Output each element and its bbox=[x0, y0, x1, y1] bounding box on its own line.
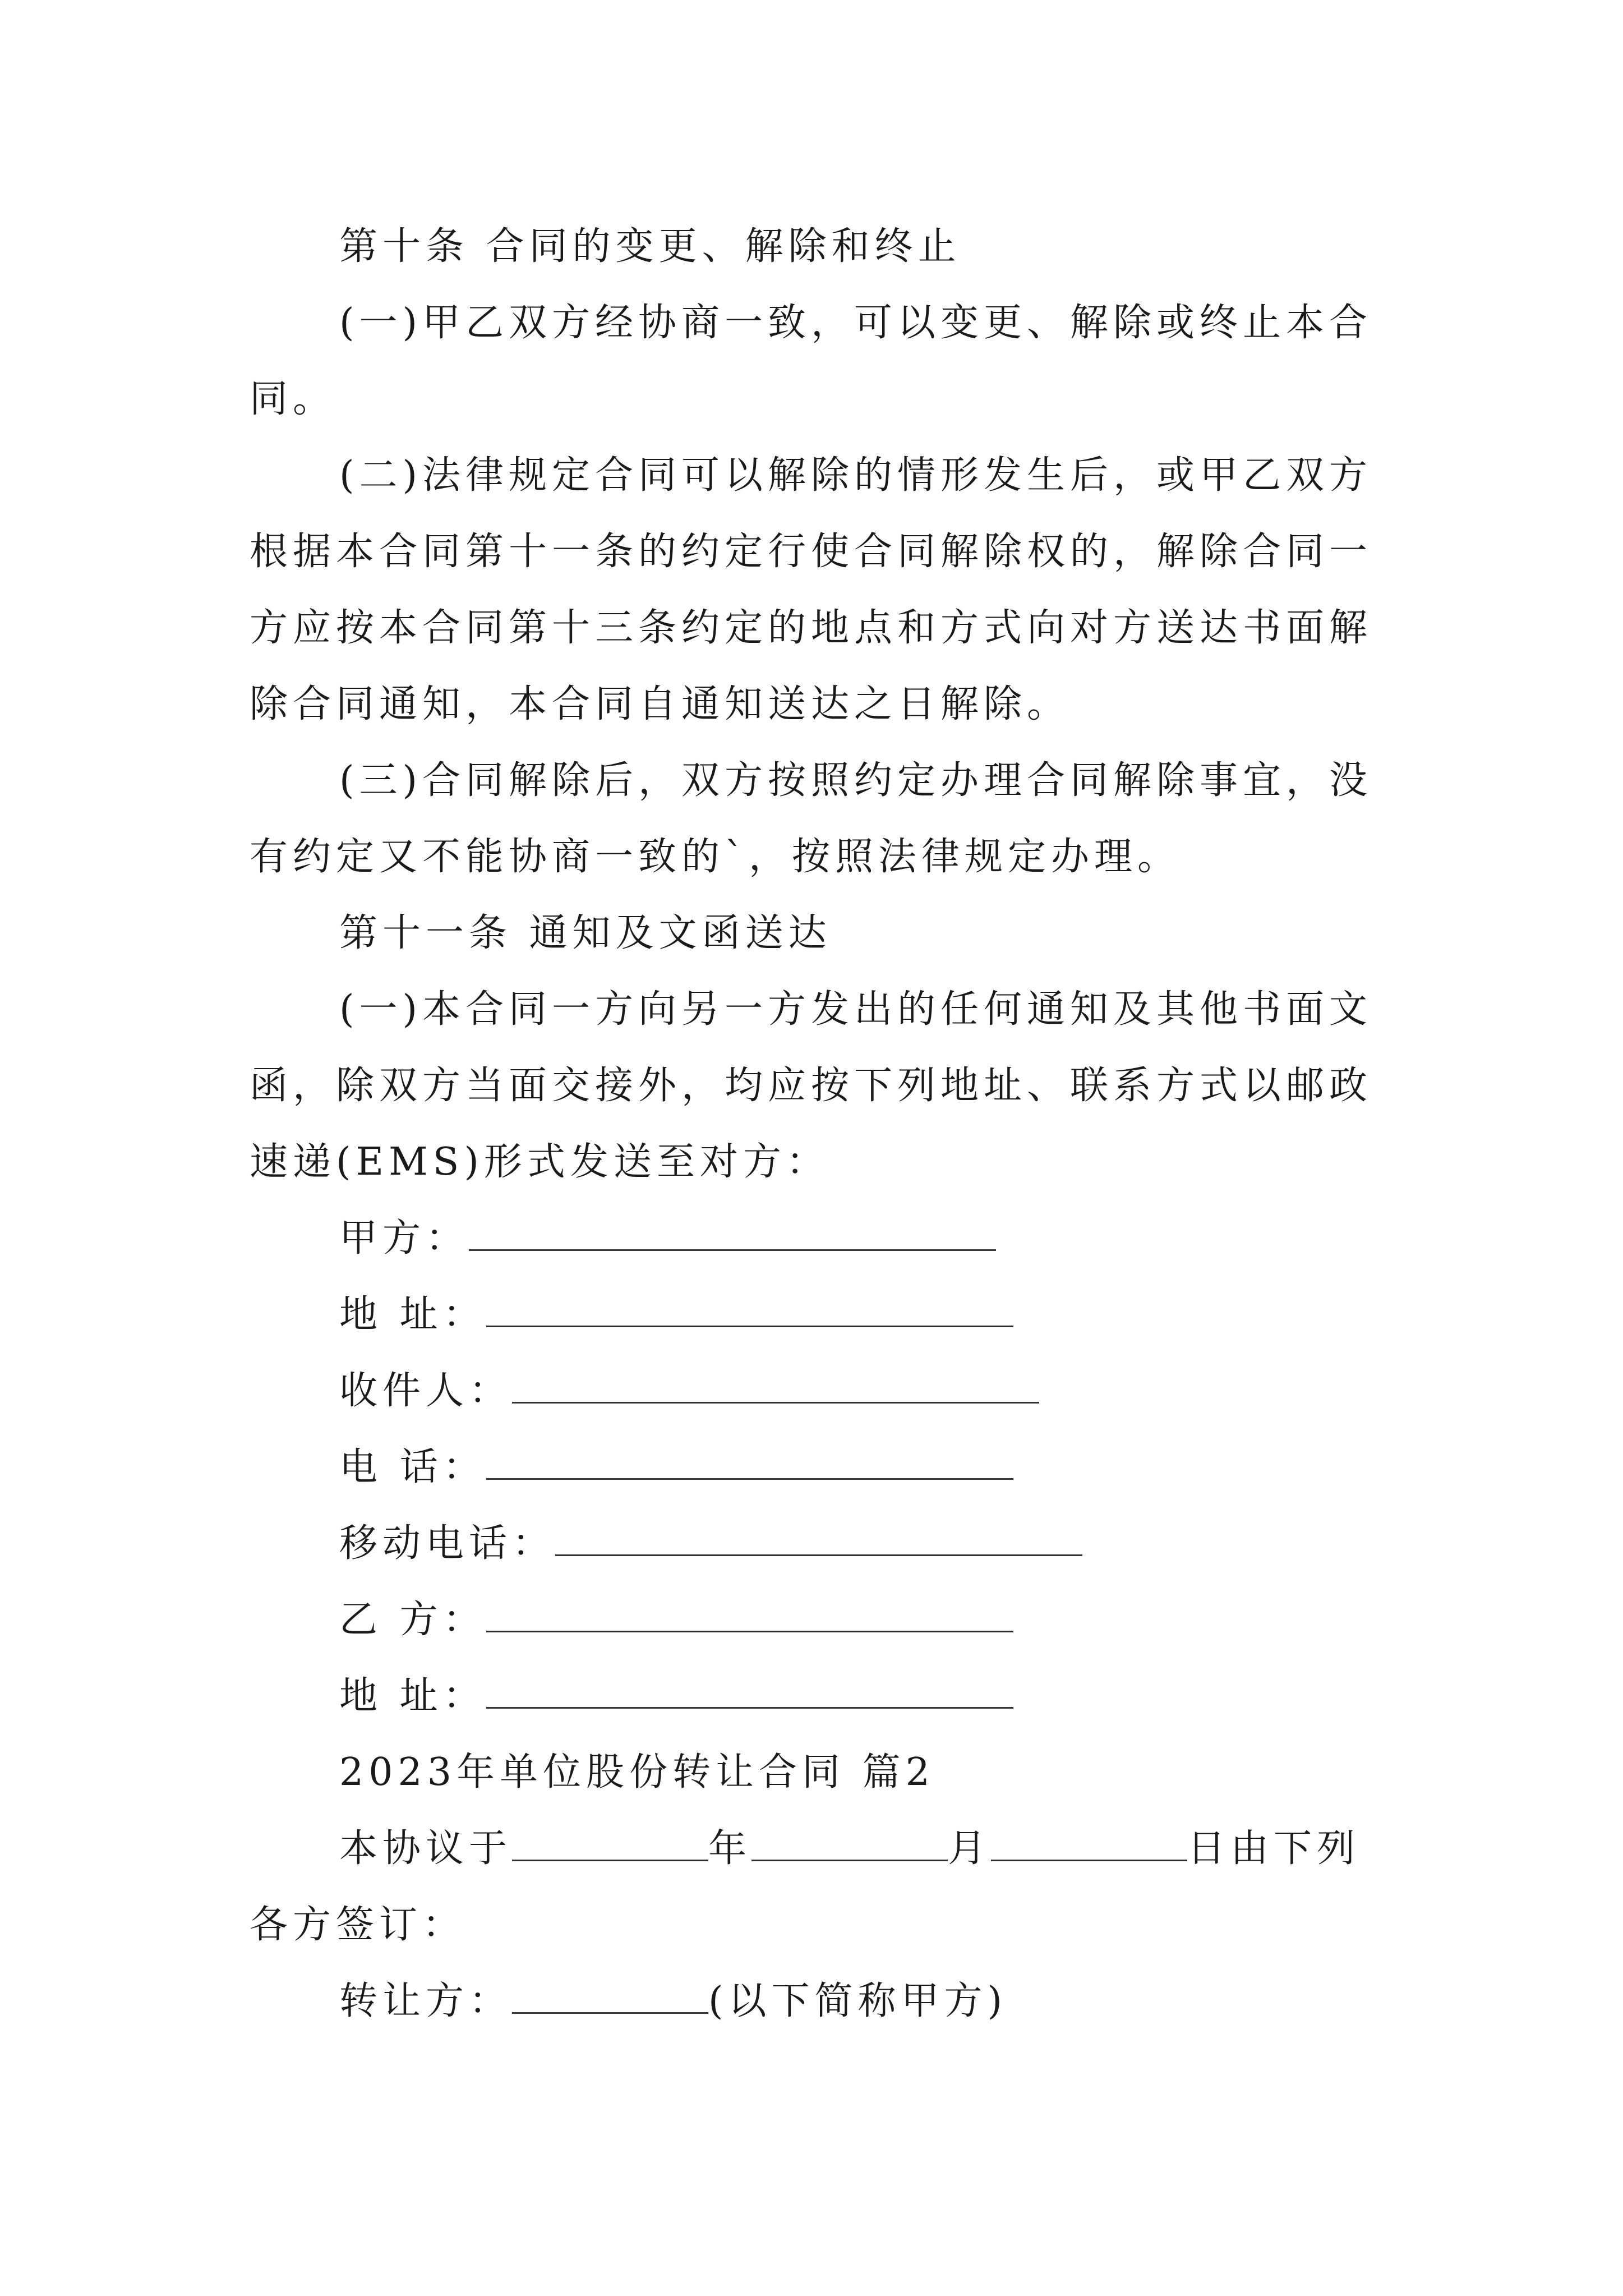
field-label: 甲方： bbox=[339, 1216, 469, 1260]
field-party-b bbox=[250, 1582, 1382, 1658]
section-2-title: 2023年单位股份转让合同 篇2 bbox=[339, 1750, 935, 1795]
article-11-heading: 第十一条 通知及文函送达 bbox=[339, 911, 832, 955]
field-phone bbox=[250, 1429, 1382, 1506]
month-label: 月 bbox=[948, 1826, 992, 1871]
field-party-a bbox=[250, 1200, 1382, 1277]
blank-transferor bbox=[512, 1982, 708, 2014]
article-10-para-1: (一)甲乙双方经协商一致，可以变更、解除或终止本合同。 bbox=[250, 301, 1373, 421]
blank-line bbox=[469, 1219, 996, 1251]
date-suffix: 日由下列各方签订： bbox=[250, 1826, 1361, 1947]
date-line bbox=[250, 1811, 1382, 1963]
transferor-line bbox=[250, 1963, 1382, 2040]
blank-month bbox=[751, 1829, 948, 1861]
article-10-heading: 第十条 合同的变更、解除和终止 bbox=[339, 224, 961, 269]
article-11-para-1: (一)本合同一方向另一方发出的任何通知及其他书面文函，除双方当面交接外，均应按下列地址、联系方式以邮政速递(EMS)形式发送至对方： bbox=[250, 987, 1373, 1184]
field-mobile bbox=[250, 1506, 1382, 1582]
blank-day bbox=[991, 1829, 1187, 1861]
blank-line bbox=[512, 1372, 1039, 1404]
document-body bbox=[250, 209, 1382, 2040]
transferor-suffix: (以下简称甲方) bbox=[708, 1979, 1008, 2023]
article-10-para-3: (三)合同解除后，双方按照约定办理合同解除事宜，没有约定又不能协商一致的`，按照法律规定办理。 bbox=[250, 758, 1373, 879]
field-address-b bbox=[250, 1658, 1382, 1734]
field-label: 移动电话： bbox=[339, 1521, 556, 1566]
field-address-a bbox=[250, 1277, 1382, 1353]
blank-line bbox=[486, 1295, 1013, 1327]
year-label: 年 bbox=[708, 1826, 752, 1871]
field-label: 地 址： bbox=[339, 1674, 486, 1718]
field-label: 乙 方： bbox=[339, 1598, 486, 1642]
blank-year bbox=[512, 1829, 708, 1861]
blank-line bbox=[486, 1600, 1013, 1632]
field-recipient bbox=[250, 1353, 1382, 1429]
blank-line bbox=[486, 1448, 1013, 1480]
field-label: 收件人： bbox=[339, 1369, 513, 1413]
date-prefix: 本协议于 bbox=[339, 1826, 513, 1871]
blank-line bbox=[486, 1677, 1013, 1709]
field-label: 电 话： bbox=[339, 1445, 486, 1489]
transferor-label: 转让方： bbox=[339, 1979, 513, 2023]
article-10-para-2: (二)法律规定合同可以解除的情形发生后，或甲乙双方根据本合同第十一条的约定行使合同解除权的，解除合同一方应按本合同第十三条约定的地点和方式向对方送达书面解除合同通知，本合同自通知送达之日解除。 bbox=[250, 453, 1373, 726]
field-label: 地 址： bbox=[339, 1292, 486, 1337]
blank-line bbox=[555, 1524, 1082, 1556]
